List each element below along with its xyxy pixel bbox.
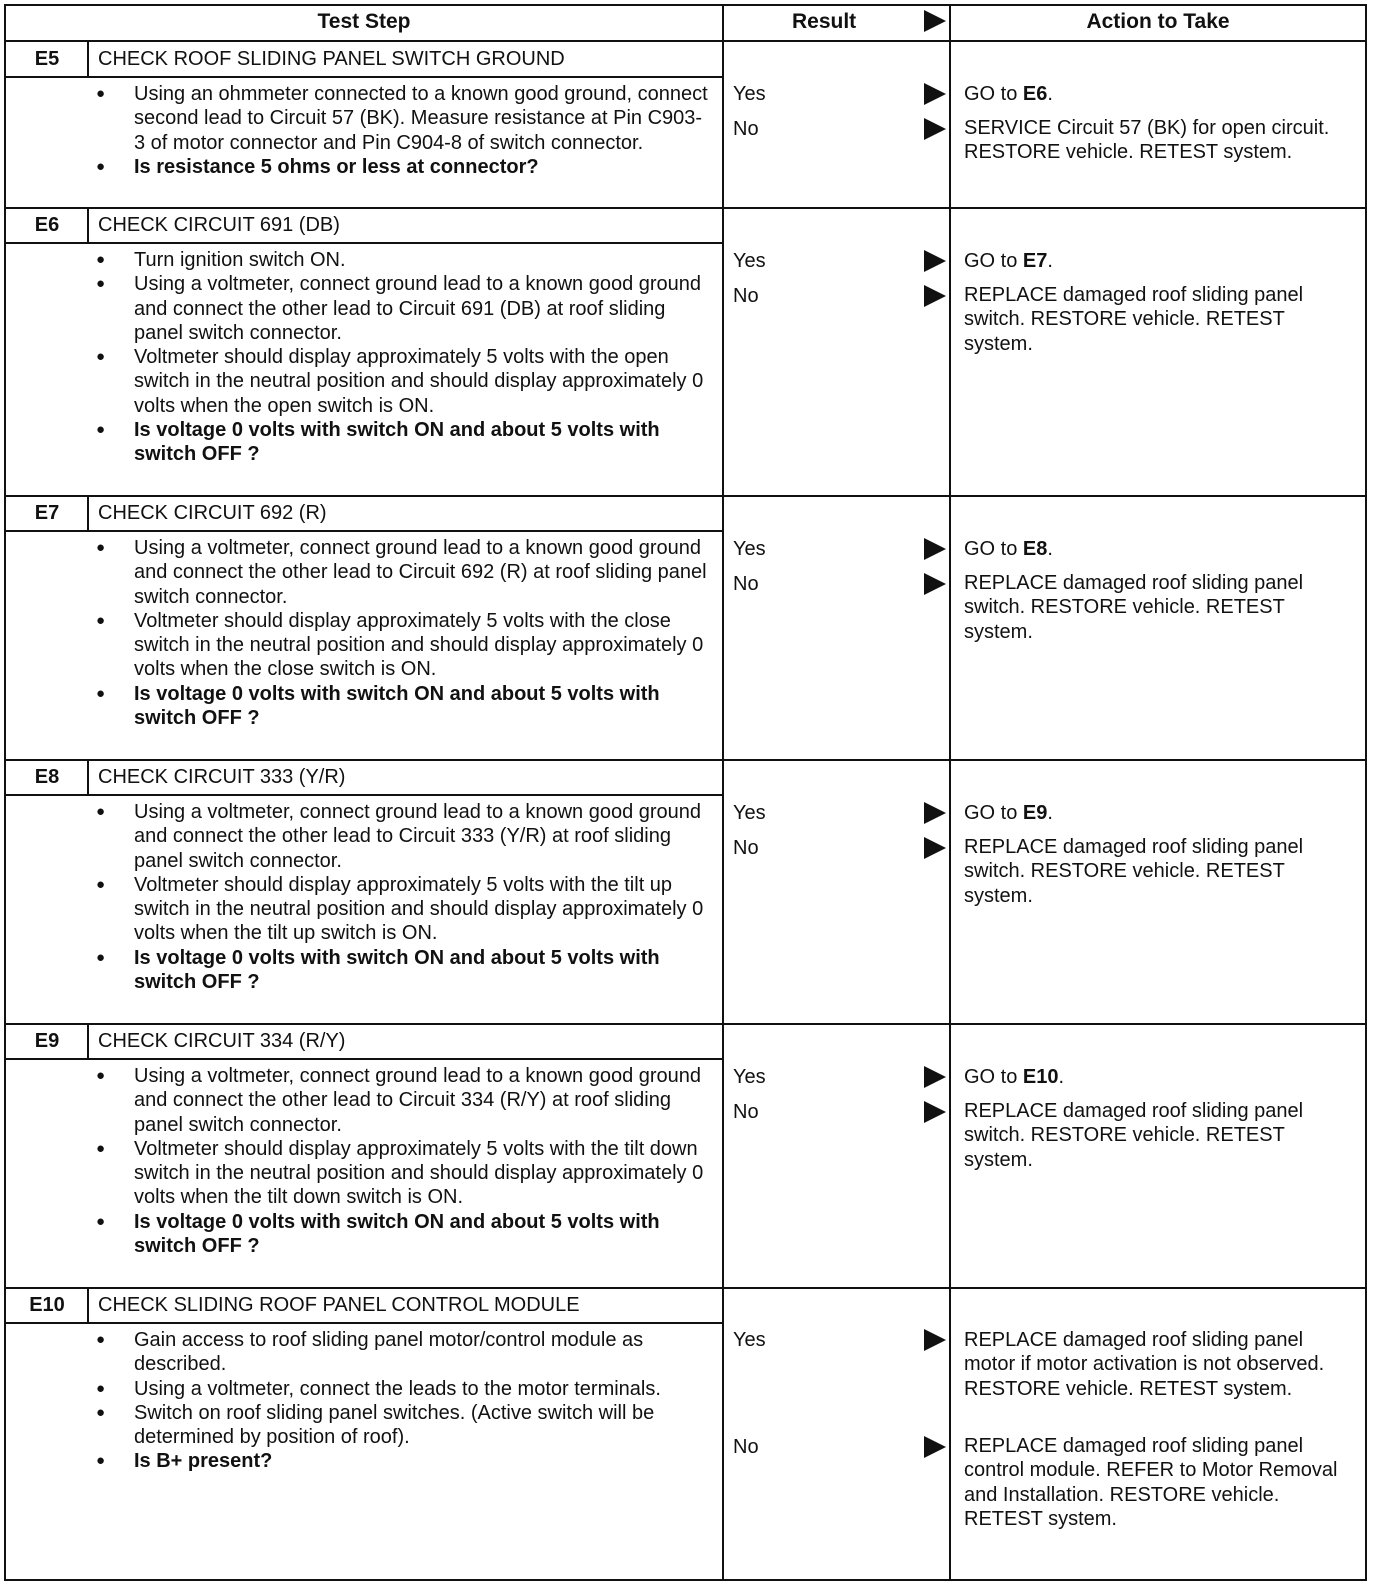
step-id-divider [87, 42, 89, 76]
arrow-right-icon [924, 802, 946, 824]
action-text [964, 801, 1356, 825]
action-main-text: GO to [964, 538, 1023, 560]
action-text [964, 283, 1356, 356]
action-text [964, 1099, 1356, 1172]
step-title: CHECK SLIDING ROOF PANEL CONTROL MODULE [98, 1294, 580, 1316]
step-title-underline [4, 1322, 724, 1324]
step-instruction: ● Voltmeter should display approximately 5 volts with the open switch in the neutral position and should display approximately 0 volts when the open switch is ON. [92, 345, 712, 418]
step-instruction: ● Switch on roof sliding panel switches. (Active switch will be determined by position of roof). [92, 1401, 712, 1450]
arrow-right-icon [924, 538, 946, 560]
step-id-divider [87, 1288, 89, 1322]
action-main-text: REPLACE damaged roof sliding panel switch. RESTORE vehicle. RETEST system. [964, 836, 1304, 907]
step-bullet-list [92, 1064, 712, 1258]
result-yes: Yes [733, 538, 766, 560]
action-goto-step: E8 [1022, 538, 1048, 560]
step-instruction: ● Voltmeter should display approximately 5 volts with the tilt down switch in the neutral position and should display approximately 0 volts when the tilt down switch is ON. [92, 1137, 712, 1210]
step-question: ● Is voltage 0 volts with switch ON and about 5 volts with switch OFF ? [92, 1210, 712, 1259]
action-main-text: GO to [964, 83, 1023, 105]
arrow-right-icon [924, 837, 946, 859]
action-main-text: REPLACE damaged roof sliding panel switch. RESTORE vehicle. RETEST system. [964, 572, 1304, 643]
arrow-right-icon [924, 1436, 946, 1458]
action-text [964, 1434, 1356, 1531]
action-text [964, 249, 1356, 273]
step-title-underline [4, 1058, 724, 1060]
step-bullet-list [92, 248, 712, 467]
action-suffix: . [1047, 250, 1053, 272]
header-action: Action to Take [949, 4, 1367, 42]
action-text [964, 1065, 1356, 1089]
action-main-text: REPLACE damaged roof sliding panel switch. RESTORE vehicle. RETEST system. [964, 1100, 1304, 1171]
result-no: No [733, 1436, 759, 1458]
action-suffix: . [1047, 802, 1053, 824]
action-text [964, 571, 1356, 644]
action-main-text: SERVICE Circuit 57 (BK) for open circuit. RESTORE vehicle. RETEST system. [964, 117, 1330, 164]
step-instruction: ● Using a voltmeter, connect ground lead to a known good ground and connect the other lead to Circuit 692 (R) at roof sliding panel switch connector. [92, 536, 712, 609]
step-title: CHECK ROOF SLIDING PANEL SWITCH GROUND [98, 48, 565, 70]
result-yes: Yes [733, 1066, 766, 1088]
result-no: No [733, 573, 759, 595]
step-title-underline [4, 76, 724, 78]
step-instruction: ● Using a voltmeter, connect ground lead to a known good ground and connect the other lead to Circuit 334 (R/Y) at roof sliding panel switch connector. [92, 1064, 712, 1137]
result-yes: Yes [733, 1329, 766, 1351]
result-yes: Yes [733, 802, 766, 824]
action-goto-step: E7 [1022, 250, 1048, 272]
step-id-divider [87, 1024, 89, 1058]
result-yes: Yes [733, 250, 766, 272]
step-id-divider [87, 208, 89, 242]
step-title: CHECK CIRCUIT 691 (DB) [98, 214, 340, 236]
step-title: CHECK CIRCUIT 692 (R) [98, 502, 327, 524]
action-suffix: . [1047, 83, 1053, 105]
step-bullet-list [92, 82, 712, 179]
step-id: E10 [29, 1294, 65, 1316]
step-instruction: ● Voltmeter should display approximately 5 volts with the close switch in the neutral position and should display approximately 0 volts when the close switch is ON. [92, 609, 712, 682]
step-bullet-list [92, 1328, 712, 1474]
arrow-right-icon [924, 285, 946, 307]
action-text [964, 1328, 1356, 1401]
step-question: ● Is voltage 0 volts with switch ON and about 5 volts with switch OFF ? [92, 418, 712, 467]
column-divider-action [949, 4, 951, 1581]
step-title-underline [4, 794, 724, 796]
step-title-underline [4, 530, 724, 532]
step-instruction: ● Using a voltmeter, connect ground lead to a known good ground and connect the other lead to Circuit 691 (DB) at roof sliding panel switch connector. [92, 272, 712, 345]
step-id: E5 [34, 48, 60, 70]
step-question: ● Is B+ present? [92, 1449, 712, 1473]
step-title: CHECK CIRCUIT 333 (Y/R) [98, 766, 346, 788]
action-text [964, 116, 1356, 165]
arrow-right-icon [924, 573, 946, 595]
arrow-right-icon [924, 118, 946, 140]
step-id: E6 [34, 214, 60, 236]
step-title: CHECK CIRCUIT 334 (R/Y) [98, 1030, 346, 1052]
column-divider-result [722, 4, 724, 1581]
action-main-text: GO to [964, 250, 1023, 272]
action-goto-step: E6 [1022, 83, 1048, 105]
header-test-step: Test Step [4, 4, 724, 42]
step-instruction: ● Gain access to roof sliding panel motor/control module as described. [92, 1328, 712, 1377]
step-bullet-list [92, 800, 712, 994]
header-result: Result [722, 4, 951, 42]
action-text [964, 537, 1356, 561]
action-suffix: . [1058, 1066, 1065, 1088]
step-question: ● Is voltage 0 volts with switch ON and about 5 volts with switch OFF ? [92, 946, 712, 995]
step-instruction: ● Using a voltmeter, connect the leads to the motor terminals. [92, 1377, 712, 1401]
step-id-divider [87, 760, 89, 794]
action-goto-step: E9 [1022, 802, 1048, 824]
action-main-text: REPLACE damaged roof sliding panel motor if motor activation is not observed. RESTORE vehicle. RETEST system. [964, 1329, 1325, 1400]
arrow-right-icon [924, 1066, 946, 1088]
header-arrow-icon [924, 10, 946, 32]
step-id: E8 [34, 766, 60, 788]
step-id: E9 [34, 1030, 60, 1052]
step-id-divider [87, 496, 89, 530]
action-main-text: GO to [964, 802, 1023, 824]
result-no: No [733, 837, 759, 859]
action-main-text: REPLACE damaged roof sliding panel control module. REFER to Motor Removal and Installation. RESTORE vehicle. RETEST system. [964, 1435, 1338, 1530]
step-bullet-list [92, 536, 712, 730]
step-instruction: ● Using an ohmmeter connected to a known good ground, connect second lead to Circuit 57 (BK). Measure resistance at Pin C903-3 of motor connector and Pin C904-8 of switch connector. [92, 82, 712, 155]
result-no: No [733, 118, 759, 140]
step-instruction: ● Using a voltmeter, connect ground lead to a known good ground and connect the other lead to Circuit 333 (Y/R) at roof sliding panel switch connector. [92, 800, 712, 873]
arrow-right-icon [924, 1329, 946, 1351]
step-title-underline [4, 242, 724, 244]
action-goto-step: E10 [1022, 1066, 1059, 1088]
step-id: E7 [34, 502, 60, 524]
step-question: ● Is voltage 0 volts with switch ON and about 5 volts with switch OFF ? [92, 682, 712, 731]
arrow-right-icon [924, 83, 946, 105]
action-suffix: . [1047, 538, 1053, 560]
arrow-right-icon [924, 1101, 946, 1123]
result-yes: Yes [733, 83, 766, 105]
result-no: No [733, 1101, 759, 1123]
step-question: ● Is resistance 5 ohms or less at connector? [92, 155, 712, 179]
step-instruction: ● Voltmeter should display approximately 5 volts with the tilt up switch in the neutral position and should display approximately 0 volts when the tilt up switch is ON. [92, 873, 712, 946]
action-text [964, 835, 1356, 908]
action-main-text: REPLACE damaged roof sliding panel switch. RESTORE vehicle. RETEST system. [964, 284, 1304, 355]
step-instruction: ● Turn ignition switch ON. [92, 248, 712, 272]
action-main-text: GO to [964, 1066, 1023, 1088]
result-no: No [733, 285, 759, 307]
action-text [964, 82, 1356, 106]
arrow-right-icon [924, 250, 946, 272]
